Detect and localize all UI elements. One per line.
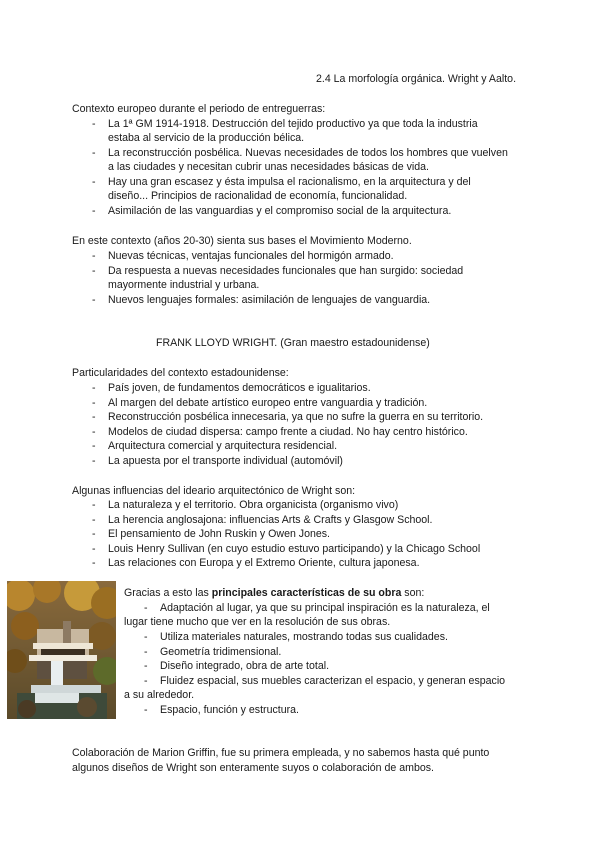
bullet-dash: -	[92, 411, 96, 423]
list-item: Al margen del debate artístico europeo entre vanguardia y tradición.	[108, 397, 428, 409]
list-item: Louis Henry Sullivan (en cuyo estudio estuvo participando) y la Chicago School	[108, 543, 481, 555]
list-item-cont: lugar tiene mucho que ver en la resolución de sus obras.	[124, 616, 391, 628]
characteristics-intro	[124, 586, 424, 600]
list-item: Nuevos lenguajes formales: asimilación de lenguajes de vanguardia.	[108, 294, 431, 306]
bullet-dash: -	[92, 382, 96, 394]
list-item: Espacio, función y estructura.	[160, 704, 299, 716]
list-item-cont: a su alrededor.	[124, 689, 195, 701]
section-heading: Algunas influencias del ideario arquitectónico de Wright son:	[72, 485, 356, 497]
list-item: Adaptación al lugar, ya que su principal inspiración es la naturaleza, el	[160, 602, 490, 614]
bullet-dash: -	[92, 397, 96, 409]
list-item-cont: a las ciudades y necesitan cubrir unas necesidades básicas de vida.	[108, 161, 429, 173]
list-item: Reconstrucción posbélica innecesaria, ya que no sufre la guerra en su territorio.	[108, 411, 484, 423]
bullet-dash: -	[92, 557, 96, 569]
bullet-dash: -	[92, 118, 96, 130]
list-item: Da respuesta a nuevas necesidades funcionales que han surgido: sociedad	[108, 265, 464, 277]
section-title-wright: FRANK LLOYD WRIGHT. (Gran maestro estadounidense)	[156, 337, 430, 349]
closing-line: Colaboración de Marion Griffin, fue su primera empleada, y no sabemos hasta qué punto	[72, 747, 490, 759]
section-heading: Particularidades del contexto estadounidense:	[72, 367, 289, 379]
bullet-dash: -	[92, 147, 96, 159]
bullet-dash: -	[92, 250, 96, 262]
list-item: La herencia anglosajona: influencias Arts & Crafts y Glasgow School.	[108, 514, 433, 526]
section-heading: En este contexto (años 20-30) sienta sus bases el Movimiento Moderno.	[72, 235, 412, 247]
bullet-dash: -	[92, 514, 96, 526]
bullet-dash: -	[92, 528, 96, 540]
bullet-dash: -	[144, 631, 148, 643]
list-item: Nuevas técnicas, ventajas funcionales del hormigón armado.	[108, 250, 394, 262]
bullet-dash: -	[144, 704, 148, 716]
bullet-dash: -	[144, 660, 148, 672]
bullet-dash: -	[92, 543, 96, 555]
fallingwater-house-icon	[7, 581, 116, 719]
list-item-cont: mayormente industrial y urbana.	[108, 279, 260, 291]
list-item: La reconstrucción posbélica. Nuevas necesidades de todos los hombres que vuelven	[108, 147, 508, 159]
intro-text: Gracias a esto las	[124, 587, 212, 599]
list-item: Diseño integrado, obra de arte total.	[160, 660, 330, 672]
document-title: 2.4 La morfología orgánica. Wright y Aalto.	[316, 73, 517, 85]
intro-text-end: son:	[401, 587, 425, 599]
bullet-dash: -	[92, 294, 96, 306]
closing-line: algunos diseños de Wright son enteramente suyos o colaboración de ambos.	[72, 762, 434, 774]
fallingwater-photo	[7, 581, 116, 719]
bullet-dash: -	[92, 455, 96, 467]
list-item-cont: diseño... Principios de racionalidad de economía, funcionalidad.	[108, 190, 408, 202]
list-item: Geometría tridimensional.	[160, 646, 282, 658]
list-item: La naturaleza y el territorio. Obra organicista (organismo vivo)	[108, 499, 399, 511]
bullet-dash: -	[144, 646, 148, 658]
bullet-dash: -	[92, 426, 96, 438]
list-item-cont: estaba al servicio de la producción bélica.	[108, 132, 305, 144]
list-item: Modelos de ciudad dispersa: campo frente a ciudad. No hay centro histórico.	[108, 426, 468, 438]
list-item: Arquitectura comercial y arquitectura residencial.	[108, 440, 338, 452]
list-item: La apuesta por el transporte individual (automóvil)	[108, 455, 343, 467]
bullet-dash: -	[92, 499, 96, 511]
list-item: Las relaciones con Europa y el Extremo Oriente, cultura japonesa.	[108, 557, 420, 569]
bullet-dash: -	[92, 205, 96, 217]
list-item: Fluidez espacial, sus muebles caracterizan el espacio, y generan espacio	[160, 675, 506, 687]
bullet-dash: -	[144, 675, 148, 687]
section-heading: Contexto europeo durante el periodo de entreguerras:	[72, 103, 326, 115]
list-item: La 1ª GM 1914-1918. Destrucción del tejido productivo ya que toda la industria	[108, 118, 478, 130]
list-item: Hay una gran escasez y ésta impulsa el racionalismo, en la arquitectura y del	[108, 176, 471, 188]
bullet-dash: -	[92, 265, 96, 277]
bullet-dash: -	[144, 602, 148, 614]
bullet-dash: -	[92, 176, 96, 188]
bullet-dash: -	[92, 440, 96, 452]
list-item: Asimilación de las vanguardias y el compromiso social de la arquitectura.	[108, 205, 452, 217]
intro-bold-text: principales características de su obra	[211, 587, 402, 599]
list-item: El pensamiento de John Ruskin y Owen Jones.	[108, 528, 331, 540]
list-item: País joven, de fundamentos democráticos e igualitarios.	[108, 382, 371, 394]
list-item: Utiliza materiales naturales, mostrando todas sus cualidades.	[160, 631, 448, 643]
